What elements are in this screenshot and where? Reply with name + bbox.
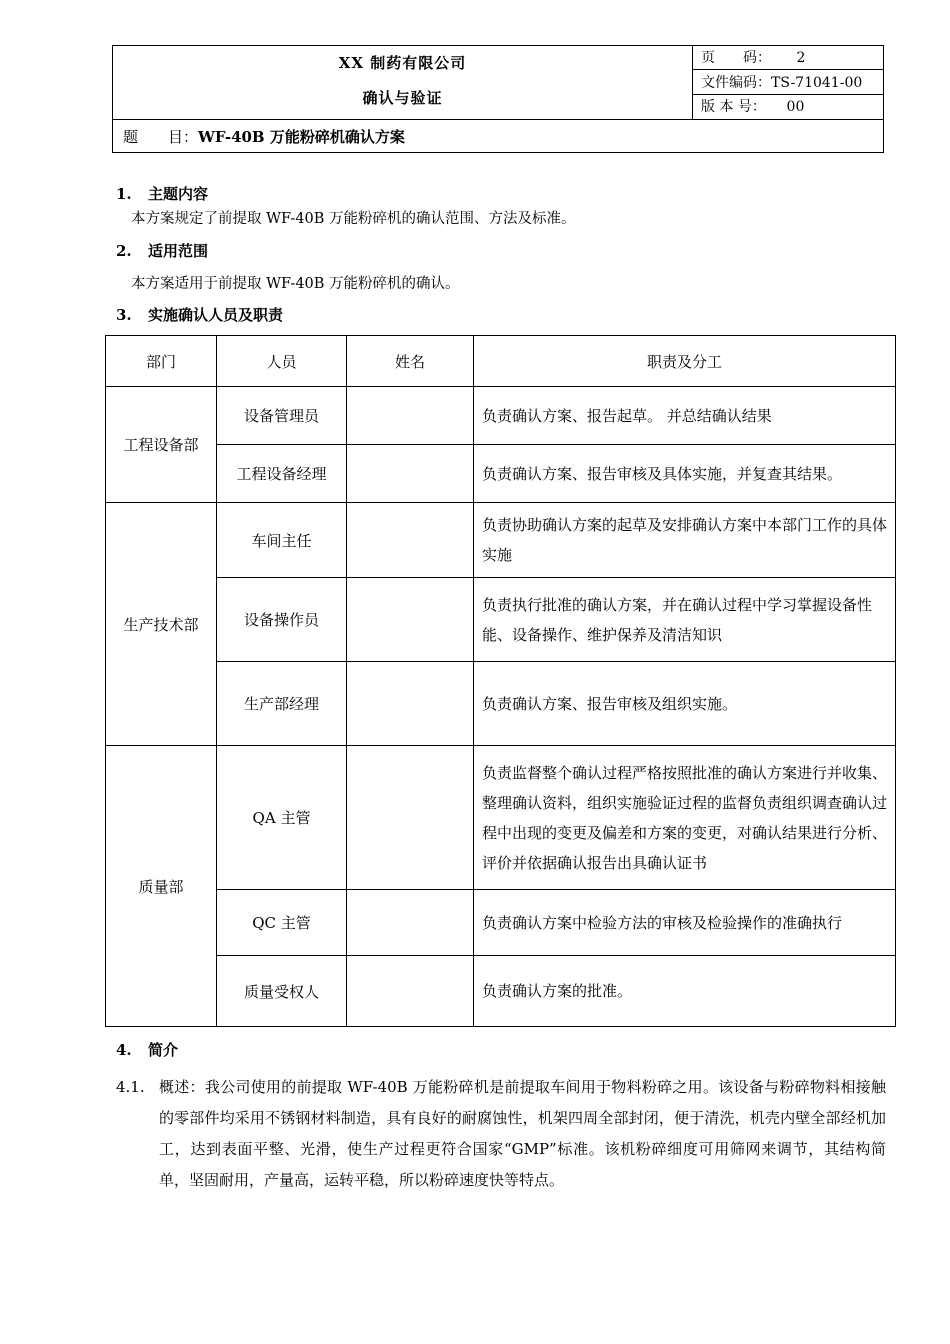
section-number: 4. — [116, 1041, 132, 1059]
col-header-name: 姓名 — [347, 336, 474, 387]
name-cell — [347, 746, 474, 890]
duty-cell: 负责确认方案、报告审核及组织实施。 — [474, 662, 896, 746]
table-row — [106, 578, 896, 662]
section-2-text: 本方案适用于前提取 WF-40B 万能粉碎机的确认。 — [131, 276, 460, 292]
table-row — [106, 890, 896, 956]
header-subtitle: 确认与验证 — [362, 89, 443, 107]
duty-cell: 负责确认方案、报告审核及具体实施，并复查其结果。 — [474, 445, 896, 503]
person-cell: QC 主管 — [217, 890, 347, 956]
name-cell — [347, 503, 474, 578]
table-row — [106, 746, 896, 890]
version-label: 版 本 号： — [701, 99, 766, 115]
department-cell: 质量部 — [106, 746, 217, 1027]
document-header — [112, 45, 884, 153]
doc-code-label: 文件编码： — [701, 75, 771, 91]
section-2-heading — [116, 240, 208, 261]
department-cell: 生产技术部 — [106, 503, 217, 746]
duty-cell: 负责协助确认方案的起草及安排确认方案中本部门工作的具体实施 — [474, 503, 896, 578]
table-row — [106, 662, 896, 746]
name-cell — [347, 662, 474, 746]
section-1-heading — [116, 183, 208, 204]
person-cell: 工程设备经理 — [217, 445, 347, 503]
duty-cell: 负责确认方案中检验方法的审核及检验操作的准确执行 — [474, 890, 896, 956]
name-cell — [347, 890, 474, 956]
section-number: 3. — [116, 306, 132, 324]
name-cell — [347, 956, 474, 1027]
name-cell — [347, 387, 474, 445]
company-name: XX 制药有限公司 — [338, 54, 467, 72]
duty-cell: 负责确认方案的批准。 — [474, 956, 896, 1027]
document-title-row — [113, 119, 883, 153]
version-value: 00 — [786, 99, 805, 115]
section-1-text: 本方案规定了前提取 WF-40B 万能粉碎机的确认范围、方法及标准。 — [131, 211, 576, 227]
header-meta — [693, 46, 883, 119]
page-number-label: 页 码： — [701, 50, 771, 66]
page-number-row — [693, 46, 883, 70]
section-3-heading — [116, 304, 283, 325]
section-title: 简介 — [148, 1041, 179, 1059]
col-header-duty: 职责及分工 — [474, 336, 896, 387]
header-left — [113, 46, 693, 119]
section-4-heading — [116, 1039, 178, 1060]
person-cell: 车间主任 — [217, 503, 347, 578]
duty-cell: 负责监督整个确认过程严格按照批准的确认方案进行并收集、整理确认资料，组织实施验证过程的监督负责组织调查确认过程中出现的变更及偏差和方案的变更，对确认结果进行分析、评价并依据确认报告出具确认证书 — [474, 746, 896, 890]
person-cell: 设备操作员 — [217, 578, 347, 662]
col-header-department: 部门 — [106, 336, 217, 387]
intro-text: 概述：我公司使用的前提取 WF-40B 万能粉碎机是前提取车间用于物料粉碎之用。该设备与粉碎物料相接触的零部件均采用不锈钢材料制造，具有良好的耐腐蚀性，机架四周全部封闭，便于清洗，机壳内壁全部经机加工，达到表面平整、光滑，使生产过程更符合国家“GMP”标准。该机粉碎细度可用筛网来调节，其结构简单，坚固耐用，产量高，运转平稳，所以粉碎速度快等特点。 — [159, 1078, 886, 1189]
name-cell — [347, 578, 474, 662]
section-title: 实施确认人员及职责 — [148, 306, 284, 324]
table-header-row — [106, 336, 896, 387]
col-header-person: 人员 — [217, 336, 347, 387]
name-cell — [347, 445, 474, 503]
version-row — [693, 95, 883, 119]
person-cell: 质量受权人 — [217, 956, 347, 1027]
person-cell: QA 主管 — [217, 746, 347, 890]
person-cell: 设备管理员 — [217, 387, 347, 445]
document-title: WF-40B 万能粉碎机确认方案 — [198, 128, 405, 146]
table-row — [106, 445, 896, 503]
table-row — [106, 956, 896, 1027]
section-number: 2. — [116, 242, 132, 260]
table-row — [106, 503, 896, 578]
duty-cell: 负责执行批准的确认方案，并在确认过程中学习掌握设备性能、设备操作、维护保养及清洁知识 — [474, 578, 896, 662]
person-cell: 生产部经理 — [217, 662, 347, 746]
page-number-value: 2 — [796, 50, 806, 66]
department-cell: 工程设备部 — [106, 387, 217, 503]
section-number: 1. — [116, 185, 132, 203]
section-title: 适用范围 — [148, 242, 209, 260]
duty-cell: 负责确认方案、报告起草。 并总结确认结果 — [474, 387, 896, 445]
subsection-number: 4.1. — [116, 1078, 145, 1096]
title-label: 题 目： — [123, 128, 199, 146]
section-title: 主题内容 — [148, 185, 209, 203]
doc-code-value: TS-71041-00 — [771, 75, 863, 91]
table-row — [106, 387, 896, 445]
doc-code-row — [693, 71, 883, 95]
duty-table — [105, 335, 896, 1027]
